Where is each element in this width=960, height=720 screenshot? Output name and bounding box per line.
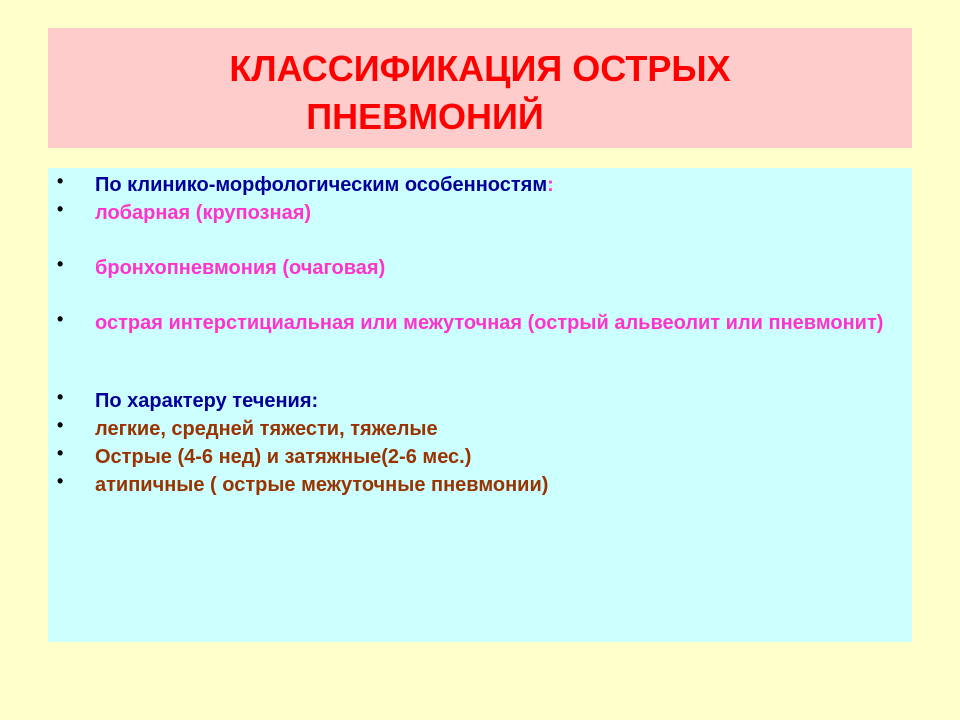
list-item-atypical: [48, 471, 908, 497]
content-box: [48, 168, 912, 642]
list-item-text: острая интерстициальная или межуточная (острый альвеолит или пневмонит): [95, 312, 884, 334]
list-item-text: лобарная (крупозная): [95, 202, 312, 224]
list-item-bronchopneumonia: [48, 254, 908, 280]
bullet-icon: •: [57, 254, 64, 274]
list-item-text: атипичные ( острые межуточные пневмонии): [95, 474, 549, 496]
list-item-lobar: [48, 199, 908, 225]
list-item-text: легкие, средней тяжести, тяжелые: [95, 418, 438, 440]
list-item-text: По клинико-морфологическим особенностям: [95, 174, 548, 196]
bullet-icon: •: [57, 471, 64, 491]
slide-title: [48, 45, 912, 141]
list-item-text: Острые (4-6 нед) и затяжные(2-6 мес.): [95, 446, 472, 468]
title-line-1: КЛАССИФИКАЦИЯ ОСТРЫХ: [229, 48, 731, 89]
list-item-text: По характеру течения:: [95, 390, 319, 412]
list-item-interstitial: [48, 309, 908, 335]
bullet-icon: •: [57, 443, 64, 463]
list-item-colon: :: [547, 174, 554, 196]
bullet-icon: •: [57, 309, 64, 329]
bullet-icon: •: [57, 387, 64, 407]
list-item-text: бронхопневмония (очаговая): [95, 257, 386, 279]
title-line-2: ПНЕВМОНИЙ: [306, 96, 544, 137]
bullet-icon: •: [57, 199, 64, 219]
bullet-icon: •: [57, 415, 64, 435]
list-item-morphology-heading: [48, 171, 908, 197]
bullet-icon: •: [57, 171, 64, 191]
list-item-severity: [48, 415, 908, 441]
title-box: [48, 28, 912, 148]
list-item-duration: [48, 443, 908, 469]
list-item-course-heading: [48, 387, 908, 413]
